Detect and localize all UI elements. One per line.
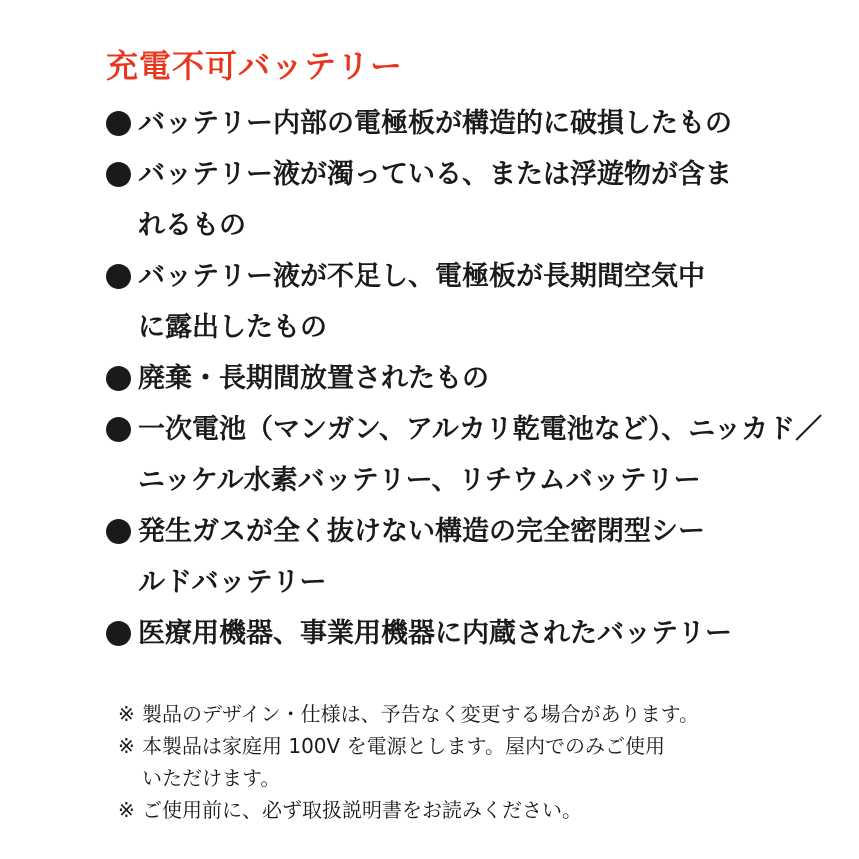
note-line: いただけます。 [142, 766, 281, 790]
bullet-icon [106, 111, 131, 136]
note-mark: ※ [118, 702, 135, 726]
item-line: ルドバッテリー [138, 567, 327, 598]
list-item [104, 251, 804, 353]
bullet-icon [106, 366, 131, 391]
item-line: れるもの [138, 210, 246, 241]
note-item [118, 698, 778, 730]
item-line: バッテリー液が不足し、電極板が長期間空気中 [138, 261, 705, 292]
section-title: 充電不可バッテリー [106, 47, 404, 85]
list-item [104, 404, 823, 506]
note-line: 本製品は家庭用 100V を電源とします。屋内でのみご使用 [142, 734, 665, 758]
list-item [104, 608, 804, 659]
item-line: 発生ガスが全く抜けない構造の完全密閉型シー [138, 516, 705, 547]
note-item [118, 794, 778, 826]
item-list [104, 98, 823, 659]
list-item [104, 98, 804, 149]
bullet-icon [106, 264, 131, 289]
item-line: 医療用機器、事業用機器に内蔵されたバッテリー [138, 618, 732, 649]
item-line: バッテリー液が濁っている、または浮遊物が含ま [138, 159, 732, 190]
bullet-icon [106, 417, 131, 442]
bullet-icon [106, 162, 131, 187]
note-item [118, 730, 778, 794]
note-mark: ※ [118, 734, 135, 758]
item-line: 一次電池（マンガン、アルカリ乾電池など）、ニッカド／ [138, 414, 823, 445]
list-item [104, 506, 804, 608]
list-item [104, 149, 804, 251]
bullet-icon [106, 519, 131, 544]
item-line: ニッケル水素バッテリー、リチウムバッテリー [138, 465, 701, 496]
notes [118, 698, 778, 826]
note-line: 製品のデザイン・仕様は、予告なく変更する場合があります。 [142, 702, 699, 726]
item-line: バッテリー内部の電極板が構造的に破損したもの [138, 108, 732, 139]
list-item [104, 353, 804, 404]
note-mark: ※ [118, 798, 135, 822]
item-line: に露出したもの [138, 312, 327, 343]
note-line: ご使用前に、必ず取扱説明書をお読みください。 [142, 798, 582, 822]
bullet-icon [106, 621, 131, 646]
item-line: 廃棄・長期間放置されたもの [138, 363, 489, 394]
